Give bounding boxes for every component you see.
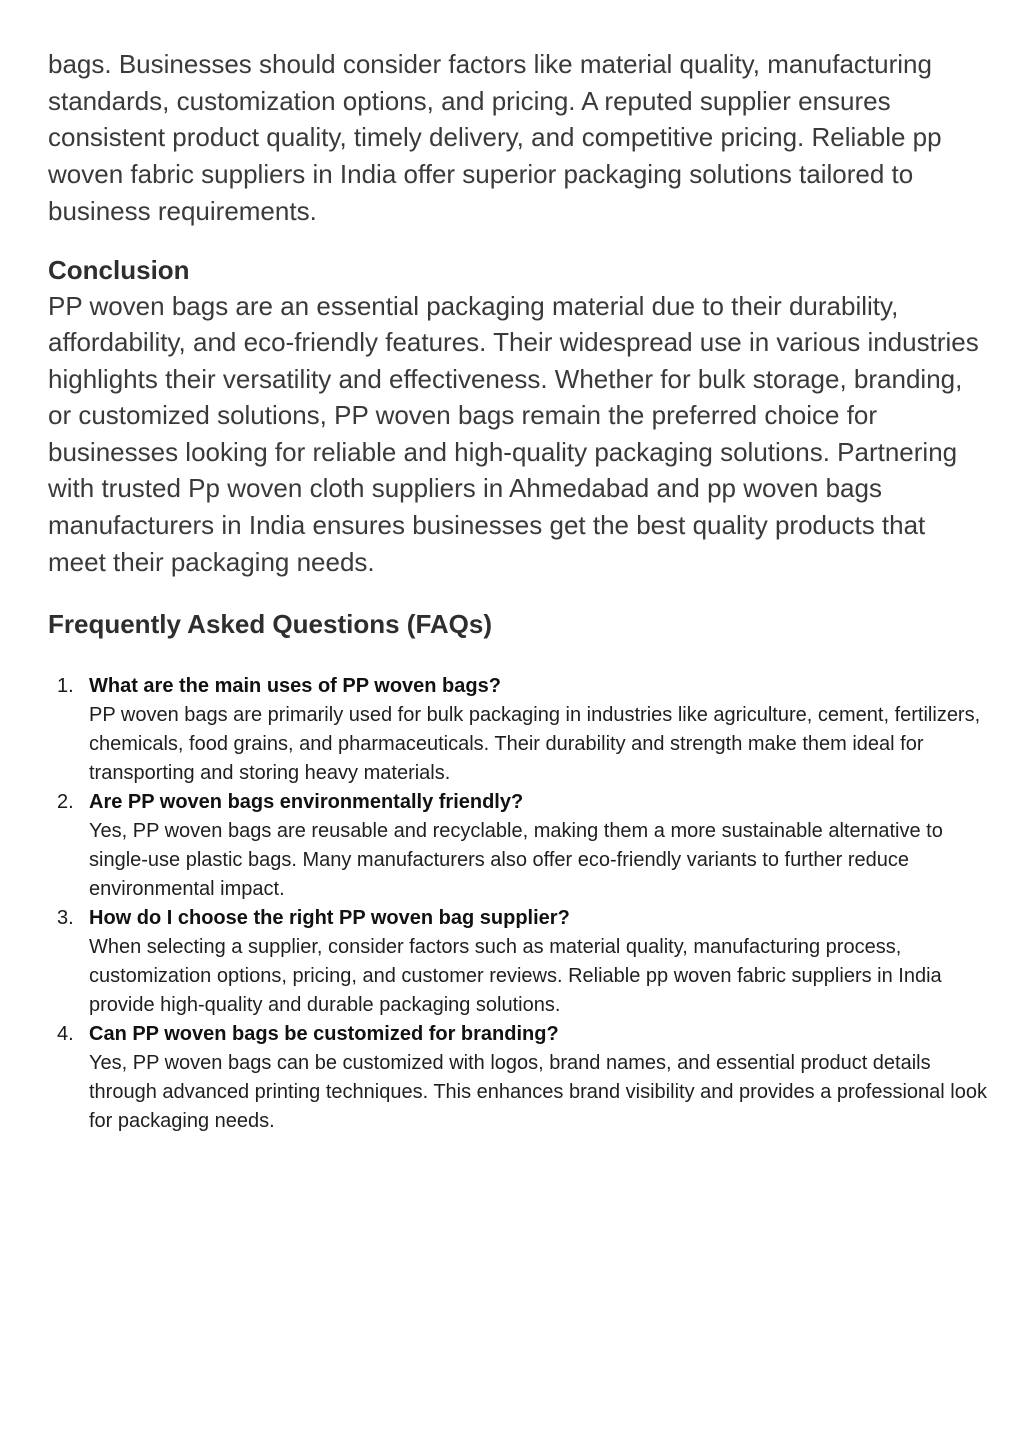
- faq-item-number: 1.: [57, 675, 74, 698]
- faq-item-1: [48, 672, 988, 788]
- faq-answer: PP woven bags are primarily used for bulk packaging in industries like agriculture, cement, fertilizers, chemicals, food grains, and pharmaceuticals. Their durability and strength make them ideal for transporting and storing heavy materials.: [89, 704, 981, 785]
- intro-paragraph: bags. Businesses should consider factors like material quality, manufacturing standards, customization options, and pricing. A reputed supplier ensures consistent product quality, timely delivery, and competitive pricing. Reliable pp woven fabric suppliers in India offer superior packaging solutions tailored to business requirements.: [48, 49, 942, 226]
- document-page: [48, 46, 988, 1136]
- faq-answer: Yes, PP woven bags can be customized with logos, brand names, and essential product details through advanced printing techniques. This enhances brand visibility and provides a professional look for packaging needs.: [89, 1052, 987, 1133]
- faq-question: Can PP woven bags be customized for branding?: [89, 1023, 559, 1046]
- faq-question: Are PP woven bags environmentally friendly?: [89, 791, 524, 814]
- faq-item-3: [48, 904, 988, 1020]
- faq-item-number: 3.: [57, 907, 74, 930]
- faq-item-2: [48, 788, 988, 904]
- conclusion-paragraph: PP woven bags are an essential packaging material due to their durability, affordability, and eco-friendly features. Their widespread use in various industries highlights their versatility and effectiveness. Whether for bulk storage, branding, or customized solutions, PP woven bags remain the preferred choice for businesses looking for reliable and high-quality packaging solutions. Partnering with trusted Pp woven cloth suppliers in Ahmedabad and pp woven bags manufacturers in India ensures businesses get the best quality products that meet their packaging needs.: [48, 290, 979, 577]
- faq-answer: When selecting a supplier, consider factors such as material quality, manufacturing process, customization options, pricing, and customer reviews. Reliable pp woven fabric suppliers in India provide high-quality and durable packaging solutions.: [89, 936, 942, 1017]
- faq-answer: Yes, PP woven bags are reusable and recyclable, making them a more sustainable alternative to single-use plastic bags. Many manufacturers also offer eco-friendly variants to further reduce environmental impact.: [89, 820, 943, 901]
- faq-question: What are the main uses of PP woven bags?: [89, 675, 501, 698]
- faq-item-number: 2.: [57, 791, 74, 814]
- faq-item-4: [48, 1020, 988, 1136]
- faq-item-number: 4.: [57, 1023, 74, 1046]
- faq-heading: Frequently Asked Questions (FAQs): [48, 609, 493, 640]
- faq-list: [48, 672, 988, 1136]
- conclusion-heading: Conclusion: [48, 254, 190, 285]
- faq-question: How do I choose the right PP woven bag supplier?: [89, 907, 570, 930]
